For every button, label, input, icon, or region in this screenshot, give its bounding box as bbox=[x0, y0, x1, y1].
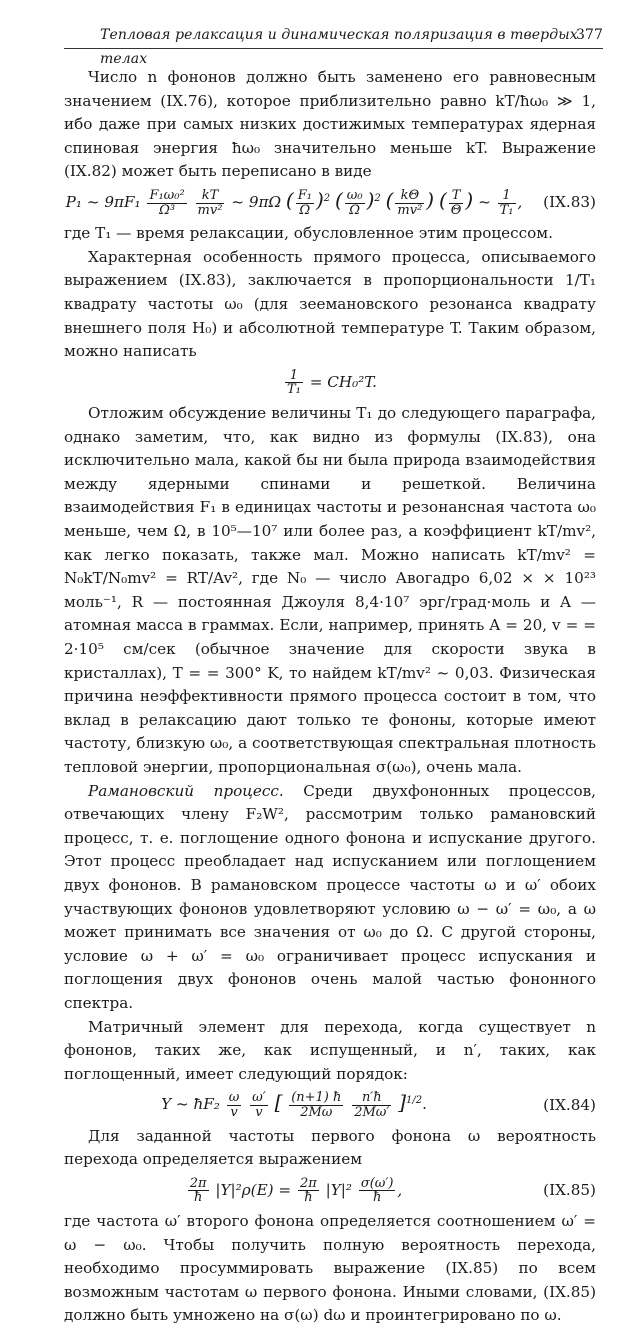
paragraph: Для заданной частоты первого фонона ω вероятность перехода определяется выражением bbox=[64, 1126, 596, 1169]
running-title: Тепловая релаксация и динамическая поляризация в твердых телах bbox=[100, 27, 578, 67]
paragraph: Матричный элемент для перехода, когда существует n фононов, таких же, как испущенный, и n′, таких, как поглощенный, имеет следующий порядок: bbox=[64, 1017, 596, 1083]
equation-number: (IX.84) bbox=[543, 1095, 596, 1114]
paragraph: Рамановский процесс. Среди двухфононных процессов, отвечающих члену F₂W², рассмотрим только рамановский процесс, т. е. поглощение одного фонона и испускание другого. Этот процесс преобладает над испусканием или поглощением двух фононов. В рамановском процессе частоты ω и ω′ обоих участвующих фононов удовлетворяют условию ω − ω′ = ω₀, а ω может принимать все значения от ω₀ до Ω. С другой стороны, условие ω + ω′ = ω₀ ограничивает процесс испускания и поглощения двух фононов очень малой частью фононного спектра. bbox=[64, 781, 596, 1012]
equation-ix84 bbox=[64, 1091, 596, 1119]
paragraph: Отложим обсуждение величины T₁ до следующего параграфа, однако заметим, что, как видно из формулы (IX.83), она исключительно мала, какой бы ни была природа взаимодействия между ядерными спинами и решеткой. Величина взаимодействия F₁ в единицах частоты и резонансная частота ω₀ меньше, чем Ω, в 10⁵—10⁷ или более раз, а коэффициент kT/mv², как легко показать, также мал. Можно написать kT/mv² = N₀kT/N₀mv² = RT/Av², где N₀ — число Авогадро 6,02 × × 10²³ моль⁻¹, R — постоянная Джоуля 8,4·10⁷ эрг/град·моль и A — атомная масса в граммах. Если, например, принять A = 20, v = = 2·10⁵ см/сек (обычное значение для скорости звука в кристаллах), T = = 300° K, то найдем kT/mv² ~ 0,03. Физическая причина неэффективности прямого процесса состоит в том, что вклад в релаксацию дают только те фононы, которые имеют частоту, близкую ω₀, а соответствующая спектральная плотность тепловой энергии, пропорциональная σ(ω₀), очень мала. bbox=[64, 404, 596, 776]
header-rule bbox=[64, 48, 603, 49]
equation-ix85 bbox=[64, 1177, 596, 1205]
paragraph: Характерная особенность прямого процесса, описываемого выражением (IX.83), заключается в пропорциональности 1/T₁ квадрату частоты ω₀ (для зеемановского резонанса квадрату внешнего поля H₀) и абсолютной температуре T. Таким образом, можно написать bbox=[64, 247, 596, 361]
page-body bbox=[64, 66, 596, 1328]
equation-number: (IX.83) bbox=[543, 193, 596, 212]
equation-formula: $\frac{1}{\text{T₁}}$ = CH₀²T. bbox=[286, 367, 378, 398]
page-number: 377 bbox=[575, 27, 603, 43]
equation-number: (IX.85) bbox=[543, 1181, 596, 1200]
equation-formula: $\frac{2\pi}{ħ}$ |Y|²ρ(E) = $\frac{2\pi}{ħ}$ |Y|² $\frac{\sigma(\omega')}{ħ}$ , bbox=[189, 1175, 403, 1206]
section-run-in-title: Рамановский процесс. bbox=[88, 781, 284, 800]
paragraph: где T₁ — время релаксации, обусловленное этим процессом. bbox=[64, 224, 553, 243]
paragraph: где частота ω′ второго фонона определяется соотношением ω′ = ω − ω₀. Чтобы получить полную вероятность перехода, необходимо просуммировать выражение (IX.85) по всем возможным частотам ω первого фонона. Иными словами, (IX.85) должно быть умножено на σ(ω) dω и проинтегрировано по ω. bbox=[64, 1212, 596, 1325]
equation-ix83 bbox=[64, 189, 596, 217]
equation-formula: P₁ ~ 9πF₁ $\frac{\text{F₁ω₀²}}{\text{Ω³}}$ $\frac{kT}{\text{mv²}}$ ~ 9πΩ ( $\frac{\text{F₁}}{\Omega}$ )$^2$ ( $\frac{\text{ω₀}}{\Omega}$ )$^2$ ( $\frac{k\Theta}{\text{mv²}}$ ) ( $\frac{T}{\Theta}$ ) ~ $\frac{1}{\text{T₁}}$ , bbox=[65, 187, 523, 218]
equation-ch bbox=[64, 369, 596, 397]
paragraph: Число n фононов должно быть заменено его равновесным значением (IX.76), которое приблизительно равно kT/ħω₀ ≫ 1, ибо даже при самых низких достижимых температурах ядерная спиновая энергия ħω₀ значительно меньше kT. Выражение (IX.82) может быть переписано в виде bbox=[64, 68, 596, 181]
equation-formula: Y ~ ħF₂ $\frac{\omega}{v}$ $\frac{\omega'}{v}$ [ $\frac{(n+1) ħ}{2M\omega}$ $\frac{n'ħ}{2M\omega'}$ ]$^{1/2}$. bbox=[161, 1090, 427, 1120]
